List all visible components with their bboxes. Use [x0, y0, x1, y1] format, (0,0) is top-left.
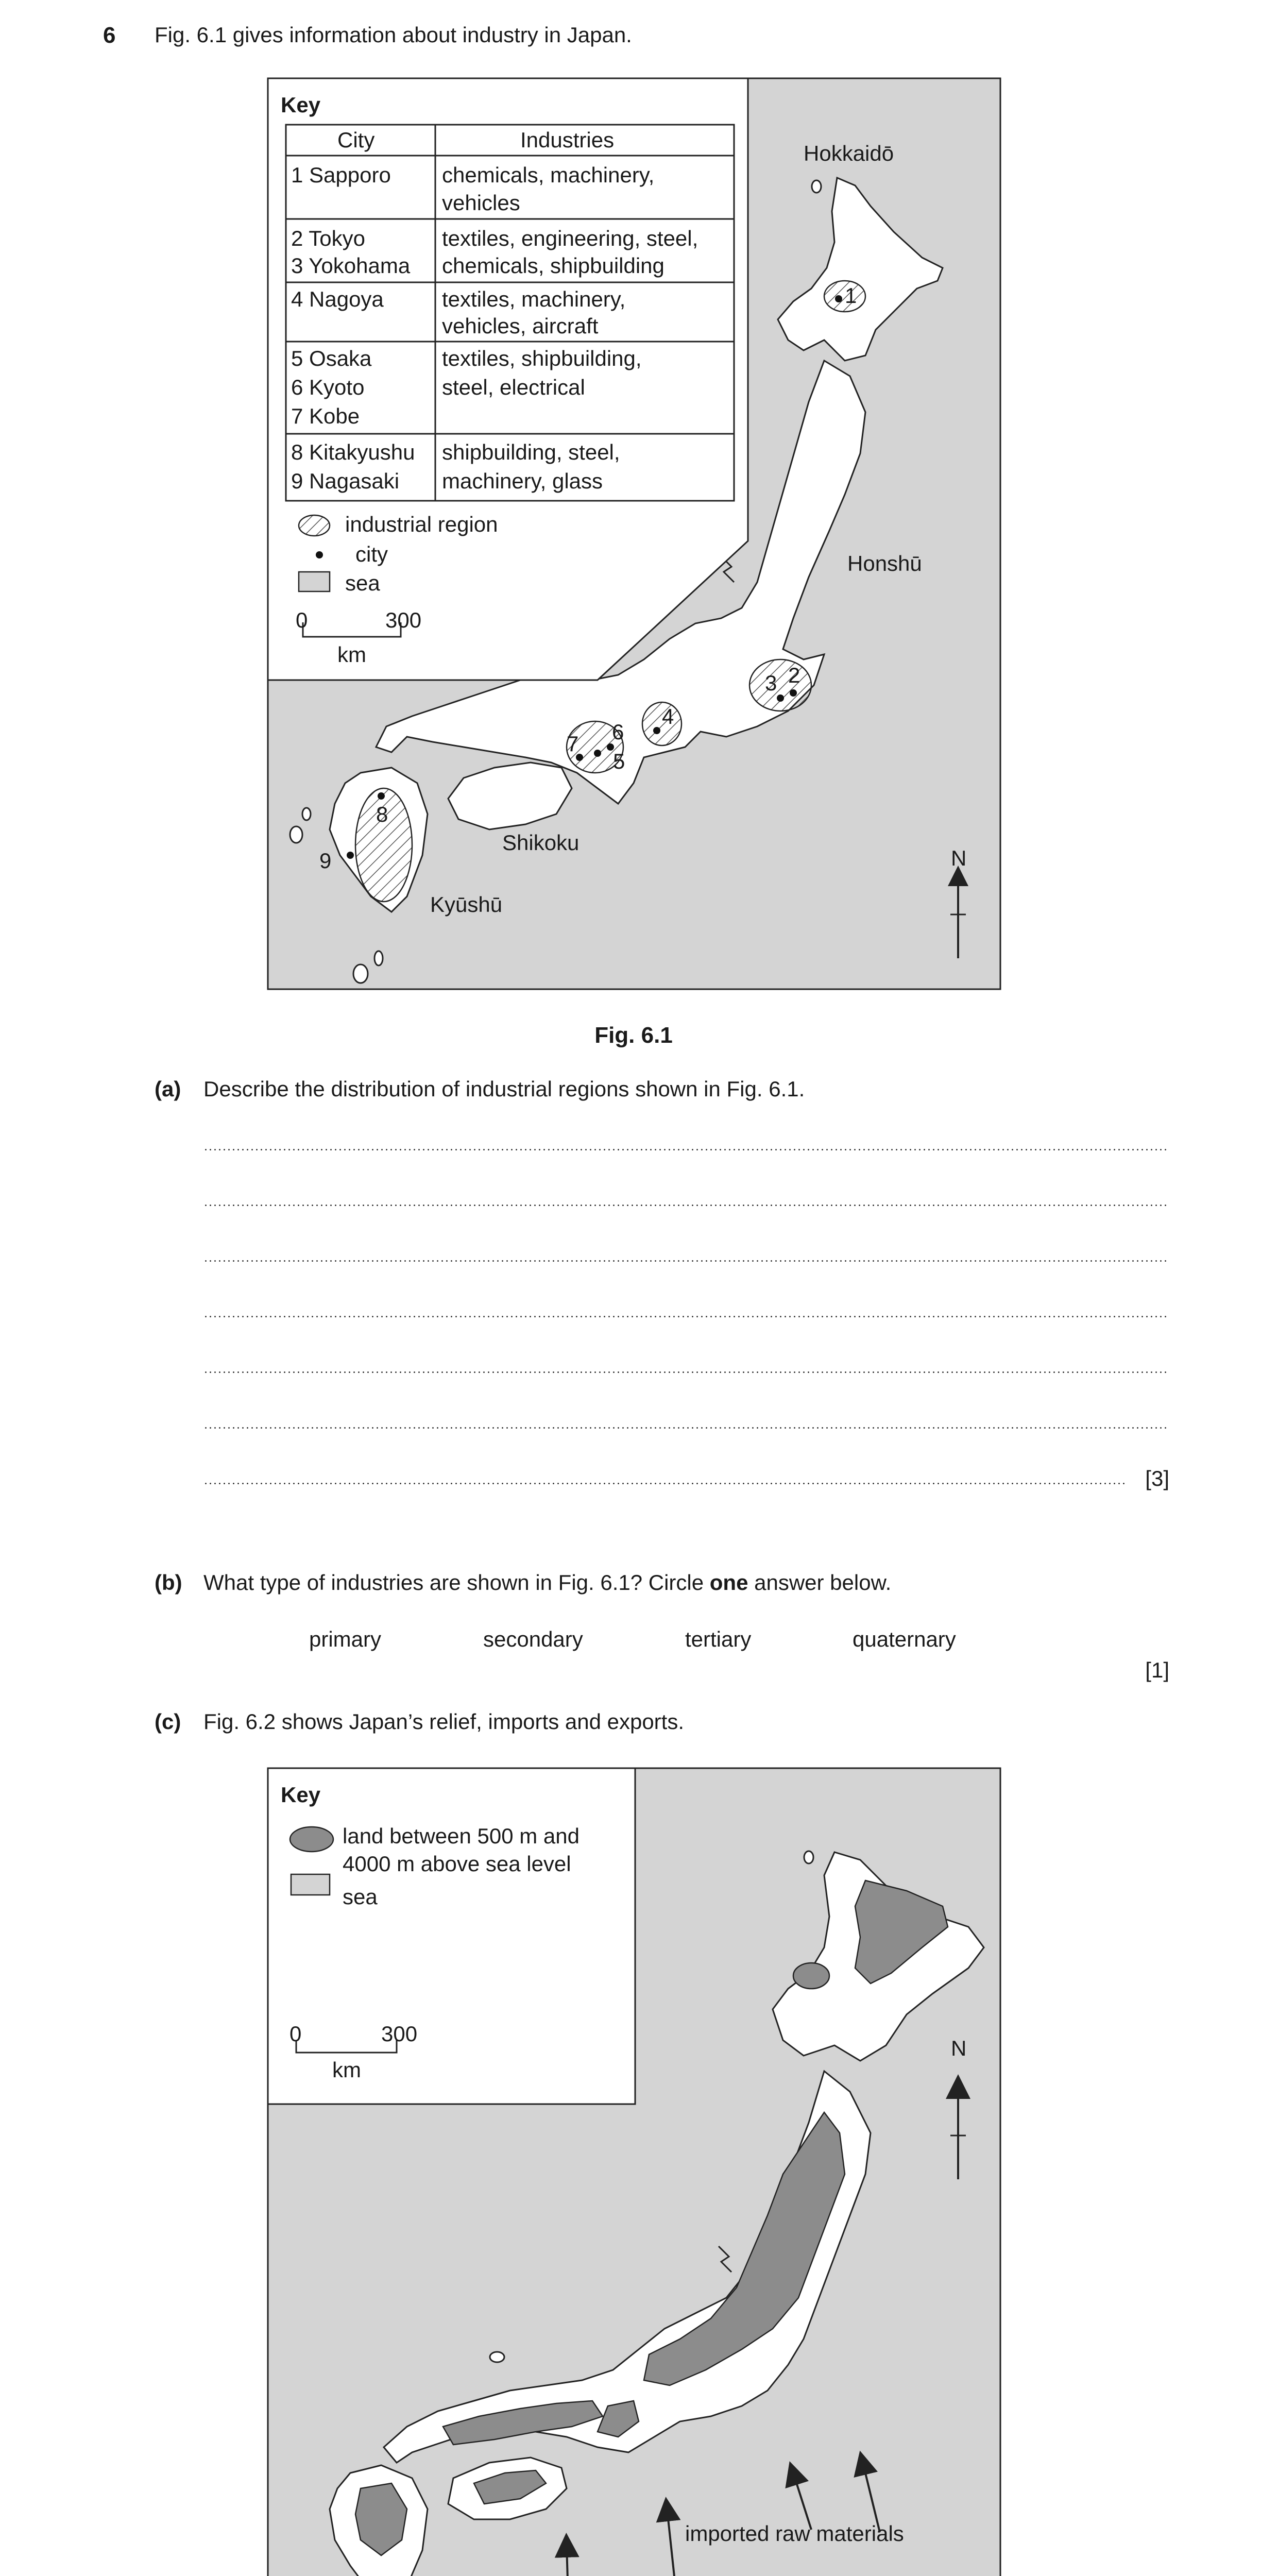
- label-kyushu: Kyūshū: [430, 892, 503, 917]
- fig61-header-city: City: [337, 128, 375, 152]
- city-number: 1: [845, 283, 857, 308]
- city-number: 2: [788, 663, 800, 687]
- fig61-legend-industrial: industrial region: [345, 512, 498, 536]
- fig61-row-industry: steel, electrical: [442, 375, 585, 399]
- answer-line[interactable]: [203, 1427, 1167, 1429]
- fig61-caption: Fig. 6.1: [594, 1023, 673, 1048]
- label-hokkaido: Hokkaidō: [804, 141, 894, 165]
- option-primary[interactable]: primary: [309, 1627, 382, 1651]
- fig61-row-city: 3 Yokohama: [291, 253, 411, 278]
- fig61-scale-start: 0: [296, 608, 308, 632]
- fig61-row-industry: chemicals, machinery,: [442, 163, 655, 187]
- fig61-header-industries: Industries: [520, 128, 615, 152]
- fig61-row-city: 7 Kobe: [291, 404, 360, 428]
- fig62-north-label: N: [951, 2036, 967, 2060]
- part-c-text: Fig. 6.2 shows Japan’s relief, imports and exports.: [203, 1709, 685, 1734]
- city-number: 9: [319, 849, 332, 873]
- part-c-label: (c): [155, 1709, 181, 1734]
- fig62-legend-sea: sea: [343, 1885, 378, 1909]
- fig61-row-industry: textiles, shipbuilding,: [442, 346, 642, 370]
- fig61-row-industry: vehicles: [442, 191, 520, 215]
- fig61-row-city: 6 Kyoto: [291, 375, 365, 399]
- part-a-text: Describe the distribution of industrial regions shown in Fig. 6.1.: [203, 1077, 805, 1101]
- question-number: 6: [103, 23, 116, 48]
- answer-line[interactable]: [203, 1149, 1167, 1150]
- fig61-row-city: 9 Nagasaki: [291, 469, 400, 493]
- part-a-label: (a): [155, 1077, 181, 1101]
- fig61-row-industry: vehicles, aircraft: [442, 314, 599, 338]
- fig61-row-industry: textiles, engineering, steel,: [442, 226, 698, 250]
- fig61-row-industry: shipbuilding, steel,: [442, 440, 620, 464]
- fig61-row-industry: machinery, glass: [442, 469, 603, 493]
- fig61-industrial-region: [749, 659, 811, 711]
- city-number: 6: [612, 720, 624, 744]
- fig62-key-box: [268, 1768, 635, 2104]
- answer-line[interactable]: [203, 1371, 1167, 1373]
- fig-6-1-map: [0, 0, 1278, 1030]
- label-shikoku: Shikoku: [502, 831, 580, 855]
- part-a-mark: [3]: [1145, 1466, 1169, 1490]
- fig61-row-city: 5 Osaka: [291, 346, 372, 370]
- fig62-scale-end: 300: [381, 2022, 418, 2046]
- fig61-key-title: Key: [281, 93, 321, 117]
- answer-line[interactable]: [203, 1260, 1167, 1262]
- part-b-label: (b): [155, 1570, 182, 1595]
- fig62-legend-land: land between 500 m and: [343, 1824, 580, 1848]
- fig61-row-industry: textiles, machinery,: [442, 287, 626, 311]
- city-number: 3: [765, 671, 777, 695]
- answer-line[interactable]: [203, 1316, 1167, 1317]
- label-honshu: Honshū: [847, 551, 922, 575]
- fig61-scale-unit: km: [337, 642, 366, 667]
- fig61-legend-city: city: [355, 542, 388, 566]
- fig61-north-label: N: [951, 846, 967, 870]
- question-stem: Fig. 6.1 gives information about industry in Japan.: [155, 23, 632, 47]
- fig61-row-city: 2 Tokyo: [291, 226, 365, 250]
- fig61-scale-end: 300: [385, 608, 422, 632]
- part-b-text: What type of industries are shown in Fig. 6.1? Circle one answer below.: [203, 1570, 892, 1595]
- fig62-key-title: Key: [281, 1783, 321, 1807]
- city-number: 8: [376, 802, 388, 826]
- fig62-legend-land: 4000 m above sea level: [343, 1852, 571, 1876]
- fig61-row-city: 8 Kitakyushu: [291, 440, 415, 464]
- option-tertiary[interactable]: tertiary: [685, 1627, 752, 1651]
- option-secondary[interactable]: secondary: [483, 1627, 583, 1651]
- imports-label: imported raw materials: [685, 2521, 904, 2546]
- part-b-mark: [1]: [1145, 1658, 1169, 1682]
- city-number: 5: [613, 749, 625, 773]
- fig62-scale-start: 0: [289, 2022, 302, 2046]
- fig-6-2-map: [0, 1752, 1278, 2576]
- fig61-row-industry: chemicals, shipbuilding: [442, 253, 664, 278]
- city-number: 7: [567, 732, 579, 756]
- city-number: 4: [662, 704, 674, 728]
- answer-line[interactable]: [203, 1205, 1167, 1206]
- option-quaternary[interactable]: quaternary: [853, 1627, 956, 1651]
- fig62-scale-unit: km: [332, 2058, 361, 2082]
- fig61-row-city: 1 Sapporo: [291, 163, 391, 187]
- answer-line[interactable]: [203, 1483, 1126, 1484]
- fig61-row-city: 4 Nagoya: [291, 287, 384, 311]
- fig61-legend-sea: sea: [345, 571, 380, 595]
